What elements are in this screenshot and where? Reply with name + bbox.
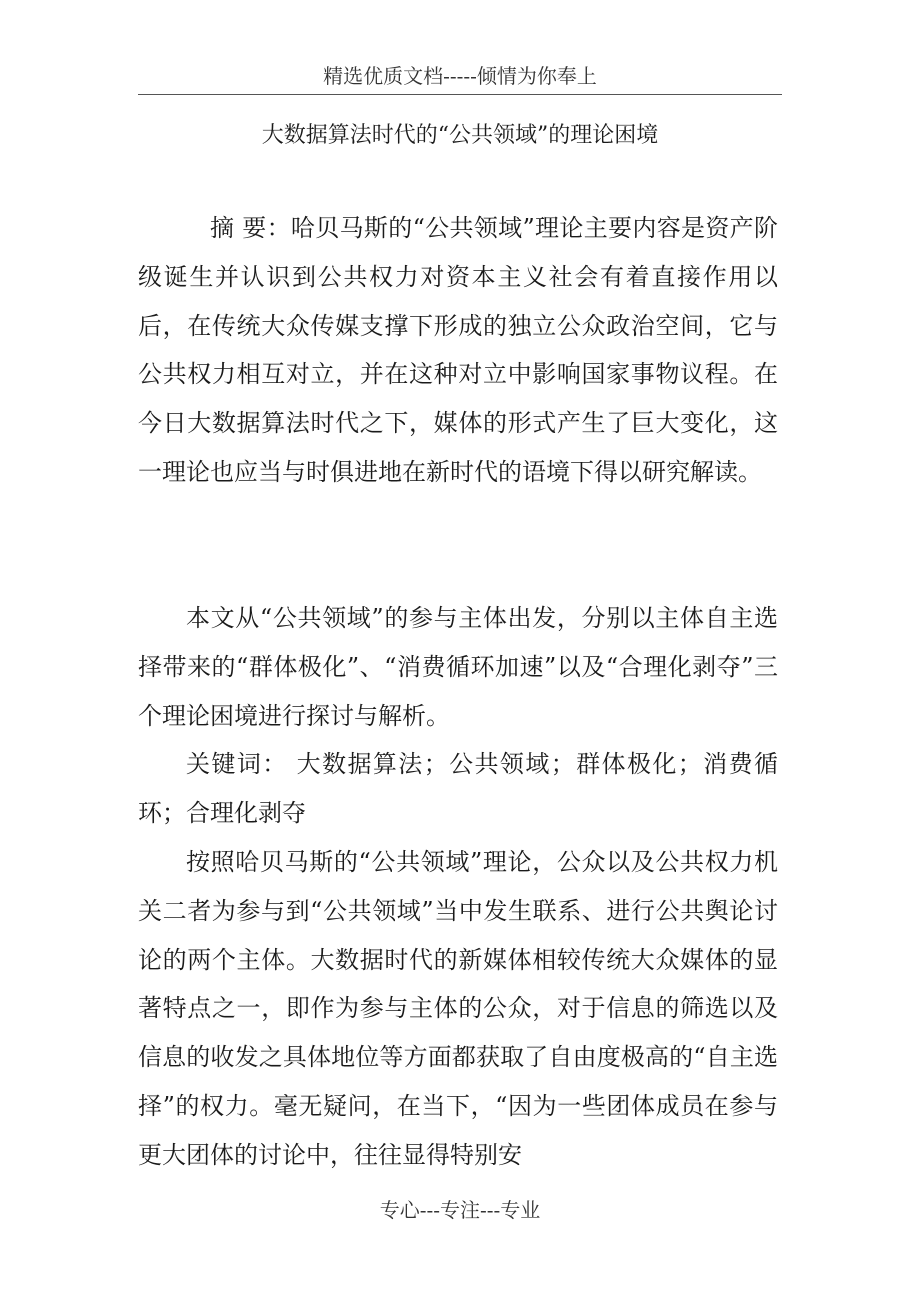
body-paragraph: 按照哈贝马斯的“公共领域”理论，公众以及公共权力机关二者为参与到“公共领域”当中发生联系、进行公共舆论讨论的两个主体。大数据时代的新媒体相较传统大众媒体的显著特点之一，即作为参与主体的公众，对于信息的筛选以及信息的收发之具体地位等方面都获取了自由度极高的“自主选择”的权力。毫无疑问，在当下，“因为一些团体成员在参与更大团体的讨论中，往往显得特别安 (138, 848, 778, 1169)
intro-paragraph: 本文从“公共领域”的参与主体出发，分别以主体自主选择带来的“群体极化”、“消费循环加速”以及“合理化剥夺”三个理论困境进行探讨与解析。 (138, 604, 778, 730)
page-header: 精选优质文档-----倾情为你奉上 (323, 64, 597, 88)
abstract-paragraph: 摘 要：哈贝马斯的“公共领域”理论主要内容是资产阶级诞生并认识到公共权力对资本主义社会有着直接作用以后，在传统大众传媒支撑下形成的独立公众政治空间，它与公共权力相互对立，并在这种对立中影响国家事物议程。在今日大数据算法时代之下，媒体的形式产生了巨大变化，这一理论也应当与时俱进地在新时代的语境下得以研究解读。 (138, 214, 778, 486)
header-divider (138, 94, 782, 95)
document-title: 大数据算法时代的“公共领域”的理论困境 (261, 123, 659, 148)
page-footer: 专心---专注---专业 (379, 1198, 541, 1222)
keywords-paragraph: 关键词： 大数据算法；公共领域；群体极化；消费循环；合理化剥夺 (138, 750, 778, 827)
